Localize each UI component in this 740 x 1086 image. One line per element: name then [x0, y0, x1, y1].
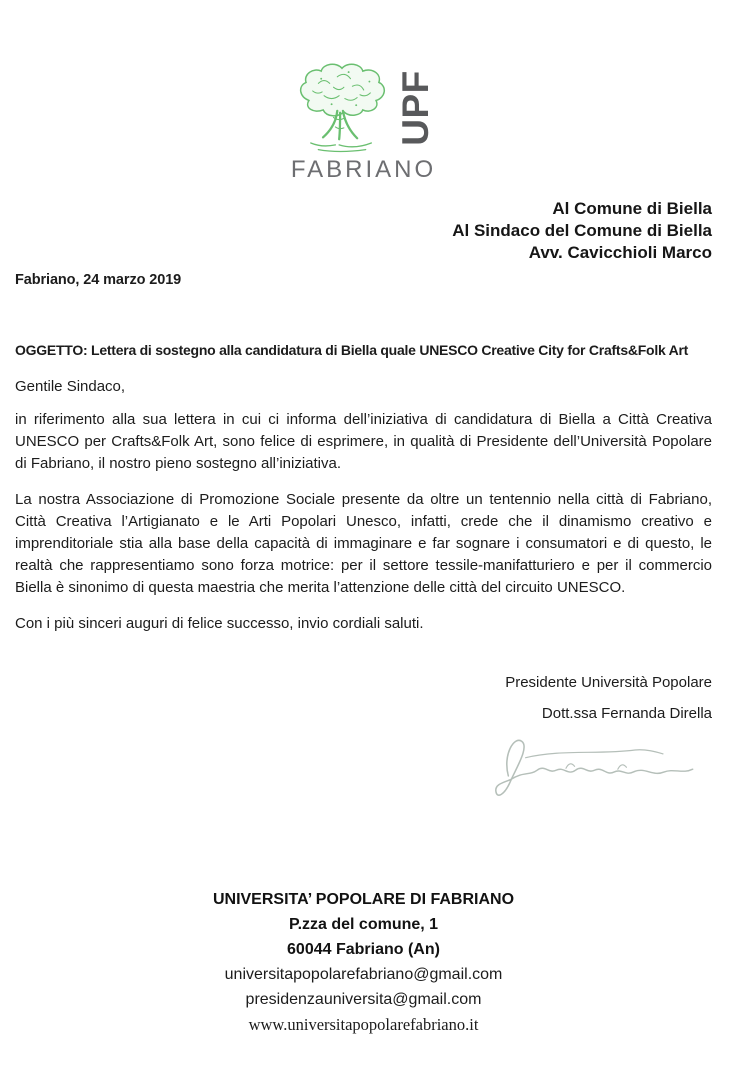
recipient-line-municipality: Al Comune di Biella	[552, 199, 712, 218]
footer-org-name: UNIVERSITA’ POPOLARE DI FABRIANO	[212, 891, 515, 908]
tree-icon	[290, 62, 394, 154]
body-paragraph-1: in riferimento alla sua lettera in cui ci informa dell’iniziativa di candidatura di Biella a Città Creativa UNESCO per Crafts&Folk Art, sono felice di esprimere, in qualità di Presidente dell’Università Popolare di Fabriano, il nostro pieno sostegno all’iniziativa.	[15, 411, 712, 472]
salutation: Gentile Sindaco,	[15, 378, 126, 395]
dateline: Fabriano, 24 marzo 2019	[15, 272, 182, 288]
logo-artwork	[284, 62, 444, 154]
subject-line: OGGETTO: Lettera di sostegno alla candidatura di Biella quale UNESCO Creative City for Crafts&Folk Art	[15, 342, 689, 358]
footer-block	[15, 887, 712, 1037]
footer-address: P.zza del comune, 1	[288, 916, 439, 933]
logo-acronym-box	[394, 62, 438, 154]
footer-email-presidency: presidenzauniversita@gmail.com	[245, 991, 482, 1008]
closing-line: Con i più sinceri auguri di felice successo, invio cordiali saluti.	[15, 615, 424, 632]
footer-website: www.universitapopolarefabriano.it	[248, 1015, 479, 1034]
footer-city: 60044 Fabriano (An)	[287, 941, 440, 958]
signature-area	[15, 726, 712, 803]
recipient-line-mayor: Al Sindaco del Comune di Biella	[452, 221, 712, 240]
signoff-name: Dott.ssa Fernanda Dirella	[541, 705, 712, 722]
logo-acronym: UPF	[394, 70, 436, 146]
signoff-role: Presidente Università Popolare	[505, 674, 712, 691]
body-paragraph-2: La nostra Associazione di Promozione Sociale presente da oltre un tentennio nella città di Fabriano, Città Creativa l’Artigianato e le Arti Popolari Unesco, infatti, crede che il dinamismo creativo e imprenditoriale stia alla base della capacità di immaginare e far sognare i consumatori e di questo, le realtà che rappresentiamo sono forza motrice: per il settore tessile-manifatturiero e per il commercio Biella è sinonimo di questa maestria che merita l’attenzione delle città del circuito UNESCO.	[15, 491, 712, 596]
recipient-line-name: Avv. Cavicchioli Marco	[528, 243, 712, 262]
logo-wordmark: FABRIANO	[290, 156, 437, 183]
letter-page	[0, 62, 740, 1086]
upf-fabriano-logo	[284, 62, 444, 184]
handwritten-signature	[470, 726, 708, 798]
recipient-block	[15, 198, 712, 264]
footer-email-primary: universitapopolarefabriano@gmail.com	[224, 966, 503, 983]
